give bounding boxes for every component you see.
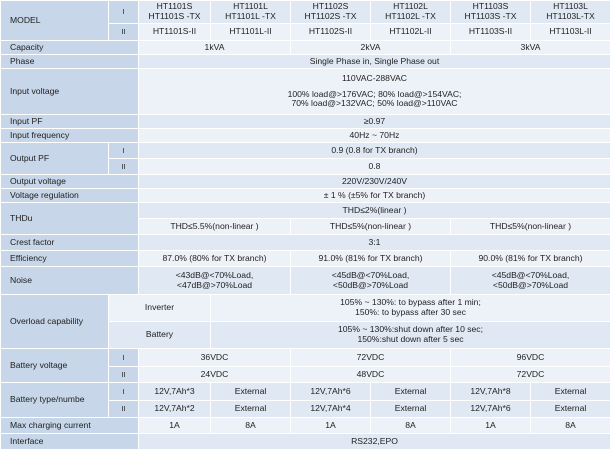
model-sub-2: II [109, 24, 139, 41]
input-voltage-label: Input voltage [1, 69, 139, 115]
input-voltage-value: 110VAC-288VAC 100% load@>176VAC; 80% load@>154VAC; 70% load@>132VAC; 50% load@>110VAC [139, 69, 610, 115]
output-pf-row-1 [1, 143, 610, 159]
overload-battery-label: Battery [109, 322, 211, 349]
battery-type-value: 12V,7Ah*2 [139, 401, 211, 418]
battery-type-label: Battery type/numbe [1, 383, 109, 418]
interface-label: Interface [1, 434, 139, 450]
max-charging-row [1, 418, 610, 434]
max-charging-label: Max charging current [1, 418, 139, 434]
crest-factor-row [1, 235, 610, 251]
noise-row [1, 267, 610, 295]
capacity-label: Capacity [1, 41, 139, 55]
input-frequency-value: 40Hz ~ 70Hz [139, 129, 610, 143]
model-cell: HT1101L HT1101L -TX [211, 1, 291, 24]
output-pf-value-1: 0.9 (0.8 for TX branch) [139, 143, 610, 159]
model-cell: HT1101S-II [139, 24, 211, 41]
thdu-linear: THD≤2%(linear ) [139, 203, 610, 219]
battery-voltage-value: 72VDC [451, 367, 610, 383]
output-pf-sub-2: II [109, 159, 139, 175]
phase-row [1, 55, 610, 69]
input-pf-row [1, 115, 610, 129]
model-cell: HT1101L-II [211, 24, 291, 41]
input-frequency-row [1, 129, 610, 143]
battery-type-sub-1: I [109, 383, 139, 401]
voltage-regulation-row [1, 189, 610, 203]
model-label: MODEL [1, 1, 109, 41]
output-pf-value-2: 0.8 [139, 159, 610, 175]
output-voltage-row [1, 175, 610, 189]
output-voltage-value: 220V/230V/240V [139, 175, 610, 189]
efficiency-value: 87.0% (80% for TX branch) [139, 251, 291, 267]
noise-label: Noise [1, 267, 139, 295]
battery-voltage-sub-1: I [109, 349, 139, 367]
efficiency-value: 91.0% (81% for TX branch) [291, 251, 451, 267]
max-charging-value: 1A [451, 418, 531, 434]
capacity-value: 2kVA [291, 41, 451, 55]
battery-voltage-label: Battery voltage [1, 349, 109, 383]
model-cell: HT1101S HT1101S -TX [139, 1, 211, 24]
crest-factor-value: 3:1 [139, 235, 610, 251]
noise-value: <45dB@<70%Load, <50dB@>70%Load [291, 267, 451, 295]
phase-value: Single Phase in, Single Phase out [139, 55, 610, 69]
model-cell: HT1103L-II [531, 24, 610, 41]
capacity-row [1, 41, 610, 55]
thdu-nonlinear: THD≤5%(non-linear ) [291, 219, 451, 235]
noise-value: <45dB@<70%Load, <50dB@>70%Load [451, 267, 610, 295]
battery-type-value: 12V,7Ah*4 [291, 401, 371, 418]
output-pf-label: Output PF [1, 143, 109, 175]
battery-type-row-1 [1, 383, 610, 401]
battery-type-value: External [531, 383, 610, 401]
battery-voltage-value: 96VDC [451, 349, 610, 367]
voltage-regulation-label: Voltage regulation [1, 189, 139, 203]
max-charging-value: 8A [211, 418, 291, 434]
battery-type-value: 12V,7Ah*6 [451, 401, 531, 418]
voltage-regulation-value: ± 1 % (±5% for TX branch) [139, 189, 610, 203]
model-cell: HT1102S HT1102S -TX [291, 1, 371, 24]
input-pf-value: ≥0.97 [139, 115, 610, 129]
battery-type-value: External [531, 401, 610, 418]
interface-row [1, 434, 610, 450]
battery-voltage-sub-2: II [109, 367, 139, 383]
max-charging-value: 1A [291, 418, 371, 434]
battery-voltage-value: 48VDC [291, 367, 451, 383]
battery-type-sub-2: II [109, 401, 139, 418]
overload-battery-value: 105% ~ 130%:shut down after 10 sec; 150%:shut down after 5 sec [211, 322, 610, 349]
battery-type-value: External [211, 383, 291, 401]
battery-type-value: External [371, 383, 451, 401]
efficiency-label: Efficiency [1, 251, 139, 267]
input-voltage-row [1, 69, 610, 115]
thdu-row-1 [1, 203, 610, 219]
max-charging-value: 8A [371, 418, 451, 434]
model-sub-1: I [109, 1, 139, 24]
model-cell: HT1103L HT1103L-TX [531, 1, 610, 24]
input-pf-label: Input PF [1, 115, 139, 129]
model-cell: HT1102L-II [371, 24, 451, 41]
output-pf-sub-1: I [109, 143, 139, 159]
capacity-value: 3kVA [451, 41, 610, 55]
max-charging-value: 1A [139, 418, 211, 434]
phase-label: Phase [1, 55, 139, 69]
overload-inverter-value: 105% ~ 130%: to bypass after 1 min; 150%: to bypass after 30 sec [211, 295, 610, 322]
crest-factor-label: Crest factor [1, 235, 139, 251]
battery-type-value: 12V,7Ah*6 [291, 383, 371, 401]
efficiency-value: 90.0% (81% for TX branch) [451, 251, 610, 267]
overload-inverter-label: Inverter [109, 295, 211, 322]
capacity-value: 1kVA [139, 41, 291, 55]
noise-value: <43dB@<70%Load, <47dB@>70%Load [139, 267, 291, 295]
overload-label: Overload capability [1, 295, 109, 349]
overload-row-1 [1, 295, 610, 322]
battery-voltage-value: 72VDC [291, 349, 451, 367]
output-voltage-label: Output voltage [1, 175, 139, 189]
battery-type-value: External [211, 401, 291, 418]
battery-type-value: External [371, 401, 451, 418]
battery-voltage-value: 24VDC [139, 367, 291, 383]
thdu-nonlinear: THD≤5%(non-linear ) [451, 219, 610, 235]
battery-type-value: 12V,7Ah*8 [451, 383, 531, 401]
interface-value: RS232,EPO [139, 434, 610, 450]
model-cell: HT1103S HT1103S -TX [451, 1, 531, 24]
battery-voltage-row-1 [1, 349, 610, 367]
battery-voltage-value: 36VDC [139, 349, 291, 367]
thdu-nonlinear: THD≤5.5%(non-linear ) [139, 219, 291, 235]
model-cell: HT1102L HT1102L -TX [371, 1, 451, 24]
max-charging-value: 8A [531, 418, 610, 434]
model-row-1 [1, 1, 610, 24]
battery-type-value: 12V,7Ah*3 [139, 383, 211, 401]
efficiency-row [1, 251, 610, 267]
model-cell: HT1103S-II [451, 24, 531, 41]
input-frequency-label: Input frequency [1, 129, 139, 143]
model-cell: HT1102S-II [291, 24, 371, 41]
thdu-label: THDu [1, 203, 139, 235]
